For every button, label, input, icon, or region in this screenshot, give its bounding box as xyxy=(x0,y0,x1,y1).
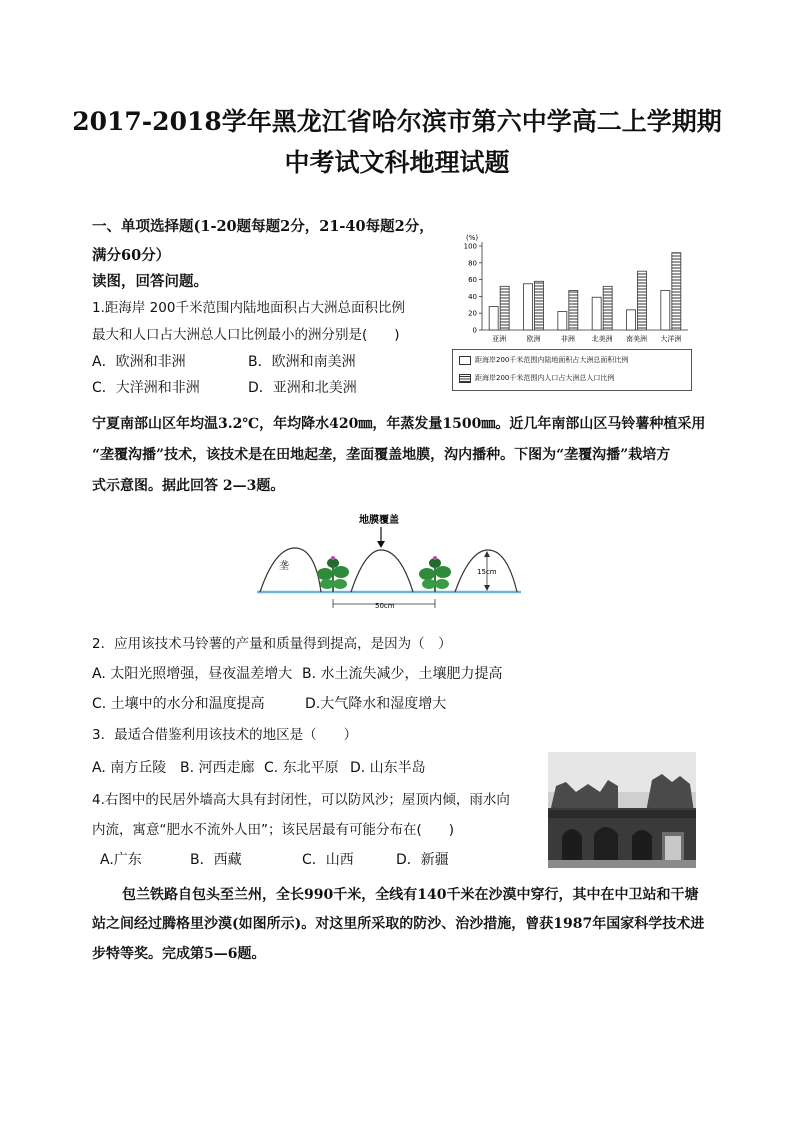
q2-option-a: A. 太阳光照增强，昼夜温差增大 xyxy=(92,666,293,682)
x-tick-label: 欧洲 xyxy=(526,335,541,343)
bar-area xyxy=(627,310,636,330)
q3-option-b: B. 河西走廊 xyxy=(180,760,255,776)
x-tick-label: 亚洲 xyxy=(492,335,507,343)
passage-ningxia: 宁夏南部山区年均温3.2℃，年均降水420㎜，年蒸发量1500㎜。近几年南部山区马铃薯种植采用 xyxy=(92,416,706,432)
bar-area xyxy=(489,306,498,330)
chart-legend xyxy=(452,349,692,391)
passage-ningxia-line3: 式示意图。据此回答 2—3题。 xyxy=(92,478,285,494)
q4-stem-line2: 内流，寓意“肥水不流外人田”；该民居最有可能分布在( ) xyxy=(92,822,455,838)
label-film: 地膜覆盖 xyxy=(359,515,399,526)
label-height: 15cm xyxy=(477,568,497,576)
ridge-left xyxy=(260,548,321,592)
q4-option-a: A.广东 xyxy=(100,852,142,868)
q1-stem: 1.距海岸 200千米范围内陆地面积占大洲总面积比例 xyxy=(92,300,405,316)
legend-swatch-hatched xyxy=(459,374,471,383)
section-header: 一、单项选择题(1-20题每题2分，21-40每题2分， xyxy=(92,218,434,235)
q3-option-a: A. 南方丘陵 xyxy=(92,760,167,776)
house-photo xyxy=(548,752,696,868)
bar-population xyxy=(672,253,681,330)
y-tick-label: 60 xyxy=(468,276,477,285)
y-tick-label: 0 xyxy=(472,326,477,335)
bar-population xyxy=(638,271,647,330)
q4-stem: 4.右图中的民居外墙高大具有封闭性，可以防风沙；屋顶内倾，雨水向 xyxy=(92,792,510,808)
q4-option-c: C．山西 xyxy=(302,852,354,868)
q3-stem: 3．最适合借鉴利用该技术的地区是（ ） xyxy=(92,727,358,743)
legend-label-population: 距海岸200千米范围内人口占大洲总人口比例 xyxy=(475,374,615,382)
passage-ningxia-line2: “垄覆沟播”技术，该技术是在田地起垄，垄面覆盖地膜，沟内播种。下图为“垄覆沟播”栽培方 xyxy=(92,447,671,463)
x-tick-label: 北美洲 xyxy=(591,335,613,343)
q1-option-d: D．亚洲和北美洲 xyxy=(248,380,357,396)
page-title-line2: 中考试文科地理试题 xyxy=(284,148,510,177)
potato-plant-right xyxy=(419,556,451,592)
legend-entry-area xyxy=(459,355,628,365)
x-tick-label: 大洋洲 xyxy=(660,335,682,343)
bar-population xyxy=(603,286,612,330)
q2-option-b: B. 水土流失减少，土壤肥力提高 xyxy=(302,666,503,682)
y-tick-label: 40 xyxy=(468,292,477,301)
bar-population xyxy=(500,286,509,330)
film-arrow-head xyxy=(377,541,385,548)
q2-stem: 2．应用该技术马铃薯的产量和质量得到提高，是因为（ ） xyxy=(92,636,452,652)
q4-option-b: B．西藏 xyxy=(190,852,242,868)
q2-option-c: C. 土壤中的水分和温度提高 xyxy=(92,696,265,712)
bar-population xyxy=(535,281,544,330)
section-header-line2: 满分60分） xyxy=(92,247,171,264)
q4-option-d: D．新疆 xyxy=(396,852,449,868)
y-tick-label: 100 xyxy=(463,242,477,251)
x-tick-label: 南美洲 xyxy=(626,335,647,343)
q3-option-c: C. 东北平原 xyxy=(264,760,339,776)
instruction-text: 读图，回答问题。 xyxy=(92,273,208,290)
page-title: 2017-2018学年黑龙江省哈尔滨市第六中学高二上学期期 xyxy=(72,107,722,136)
potato-plant-left xyxy=(317,556,349,592)
passage-baolan: 包兰铁路自包头至兰州，全长990千米，全线有140千米在沙漠中穿行，其中在中卫站和干塘 xyxy=(122,887,699,903)
q1-option-c: C．大洋洲和非洲 xyxy=(92,380,200,396)
legend-entry-population xyxy=(459,373,614,383)
q2-option-d: D.大气降水和湿度增大 xyxy=(305,696,447,712)
label-width: 50cm xyxy=(375,602,395,610)
y-tick-label: 20 xyxy=(468,309,477,318)
ridge-furrow-diagram xyxy=(255,508,525,618)
ridge-middle xyxy=(351,550,413,592)
house-illustration xyxy=(548,752,696,868)
bar-area xyxy=(592,297,601,330)
q1-option-b: B．欧洲和南美洲 xyxy=(248,354,356,370)
passage-baolan-line3: 步特等奖。完成第5—6题。 xyxy=(92,946,266,962)
bar-area xyxy=(661,291,670,330)
y-axis-unit: (%) xyxy=(466,234,479,242)
x-tick-label: 非洲 xyxy=(560,335,575,343)
q1-option-a: A．欧洲和非洲 xyxy=(92,354,186,370)
q3-option-d: D. 山东半岛 xyxy=(350,760,426,776)
bar-area xyxy=(558,312,567,330)
bar-population xyxy=(569,291,578,330)
bar-area xyxy=(524,284,533,330)
passage-baolan-line2: 站之间经过腾格里沙漠(如图所示)。对这里所采取的防沙、治沙措施，曾获1987年国家科学技术进 xyxy=(92,916,705,932)
q1-stem-line2: 最大和人口占大洲总人口比例最小的洲分别是( ) xyxy=(92,327,400,343)
legend-swatch-white xyxy=(459,356,471,365)
y-tick-label: 80 xyxy=(468,259,477,268)
bar-chart xyxy=(450,228,695,350)
label-ridge: 垄 xyxy=(279,561,289,572)
legend-label-area: 距海岸200千米范围内陆地面积占大洲总面积比例 xyxy=(475,356,629,364)
